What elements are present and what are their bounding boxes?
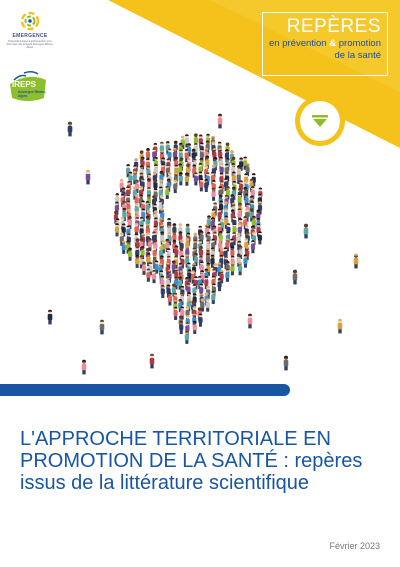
person-figure bbox=[128, 248, 132, 261]
person-figure bbox=[193, 321, 197, 334]
person-figure bbox=[243, 254, 247, 267]
series-subtitle-line2: de la santé bbox=[334, 50, 381, 61]
series-subtitle-line1 bbox=[263, 38, 381, 50]
person-figure bbox=[172, 223, 176, 236]
person-figure bbox=[146, 269, 150, 282]
person-figure bbox=[115, 223, 119, 236]
title-line-2-upper: PROMOTION DE LA SANTÉ : bbox=[20, 450, 289, 472]
person-figure bbox=[179, 172, 183, 185]
ireps-acronym: IREPS bbox=[12, 80, 37, 89]
person-figure bbox=[166, 248, 170, 261]
person-figure bbox=[82, 360, 87, 375]
title-line-2-lower: repères bbox=[294, 450, 363, 472]
person-figure bbox=[206, 232, 210, 245]
person-figure bbox=[218, 223, 222, 236]
person-figure bbox=[114, 211, 118, 224]
person-figure bbox=[198, 313, 202, 326]
title-line-1: L'APPROCHE TERRITORIALE EN bbox=[20, 428, 331, 450]
person-figure bbox=[354, 254, 359, 269]
person-figure bbox=[230, 239, 234, 252]
title-line-3: issus de la littérature scientifique bbox=[20, 472, 310, 494]
person-figure bbox=[147, 187, 151, 200]
emergence-logo bbox=[6, 10, 54, 49]
person-figure bbox=[211, 291, 215, 304]
person-figure bbox=[194, 172, 198, 185]
person-figure bbox=[211, 276, 215, 289]
person-figure bbox=[152, 270, 156, 283]
person-figure bbox=[126, 164, 130, 177]
person-figure bbox=[150, 354, 155, 369]
person-figure bbox=[204, 179, 208, 192]
person-figure bbox=[142, 262, 146, 275]
person-figure bbox=[217, 278, 221, 291]
person-figure bbox=[258, 231, 262, 244]
person-figure bbox=[173, 180, 177, 193]
person-figure bbox=[238, 262, 242, 275]
person-figure bbox=[248, 314, 253, 329]
person-figure bbox=[185, 331, 189, 344]
person-figure bbox=[187, 269, 191, 282]
series-subtitle-ampersand: & bbox=[329, 38, 337, 49]
person-figure bbox=[68, 122, 73, 137]
crowd-location-pin-illustration bbox=[0, 100, 400, 390]
person-figure bbox=[338, 319, 343, 334]
blue-divider-bar bbox=[0, 384, 290, 396]
person-figure bbox=[199, 178, 203, 191]
emergence-tagline: Dispositif d'appui à la Prévention et la Promotion de la Santé Auvergne-Rhône-Alpes bbox=[6, 40, 54, 49]
person-figure bbox=[100, 320, 105, 335]
series-title: REPÈRES bbox=[286, 16, 381, 37]
publication-date: Février 2023 bbox=[329, 541, 380, 551]
person-figure bbox=[245, 247, 249, 260]
series-badge bbox=[262, 12, 388, 76]
person-figure bbox=[219, 247, 223, 260]
person-figure bbox=[135, 255, 139, 268]
person-figure bbox=[251, 240, 255, 253]
person-figure bbox=[198, 276, 202, 289]
person-figure bbox=[293, 270, 298, 285]
person-figure bbox=[232, 187, 236, 200]
person-figure bbox=[239, 158, 243, 171]
person-figure bbox=[230, 262, 234, 275]
person-figure bbox=[224, 216, 228, 229]
person-figure bbox=[206, 298, 210, 311]
person-figure bbox=[122, 241, 126, 254]
person-figure bbox=[185, 173, 189, 186]
person-figure bbox=[174, 307, 178, 320]
person-figure bbox=[86, 170, 91, 185]
person-figure bbox=[304, 224, 309, 239]
person-figure bbox=[172, 260, 176, 273]
emergence-name: EMERGENCE bbox=[12, 33, 48, 39]
series-subtitle-part2: promotion bbox=[338, 38, 381, 49]
document-title bbox=[20, 428, 390, 494]
person-figure bbox=[204, 148, 208, 161]
person-figure bbox=[218, 114, 223, 129]
person-figure bbox=[146, 158, 150, 171]
person-figure bbox=[48, 310, 53, 325]
emergence-ring-icon bbox=[19, 10, 41, 32]
series-subtitle-part1: en prévention bbox=[269, 38, 327, 49]
location-pin-icon bbox=[114, 133, 263, 343]
person-figure bbox=[153, 239, 157, 252]
person-figure bbox=[245, 208, 249, 221]
ireps-logo bbox=[8, 70, 48, 104]
person-figure bbox=[284, 356, 289, 371]
person-figure bbox=[168, 292, 172, 305]
person-figure bbox=[179, 321, 183, 334]
title-line-2 bbox=[20, 450, 390, 472]
person-figure bbox=[165, 186, 169, 199]
person-figure bbox=[146, 166, 150, 179]
ireps-region: Auvergne Rhône-Alpes bbox=[18, 90, 47, 98]
person-figure bbox=[225, 269, 229, 282]
person-figure bbox=[161, 285, 165, 298]
person-figure bbox=[226, 261, 230, 274]
person-figure bbox=[211, 188, 215, 201]
